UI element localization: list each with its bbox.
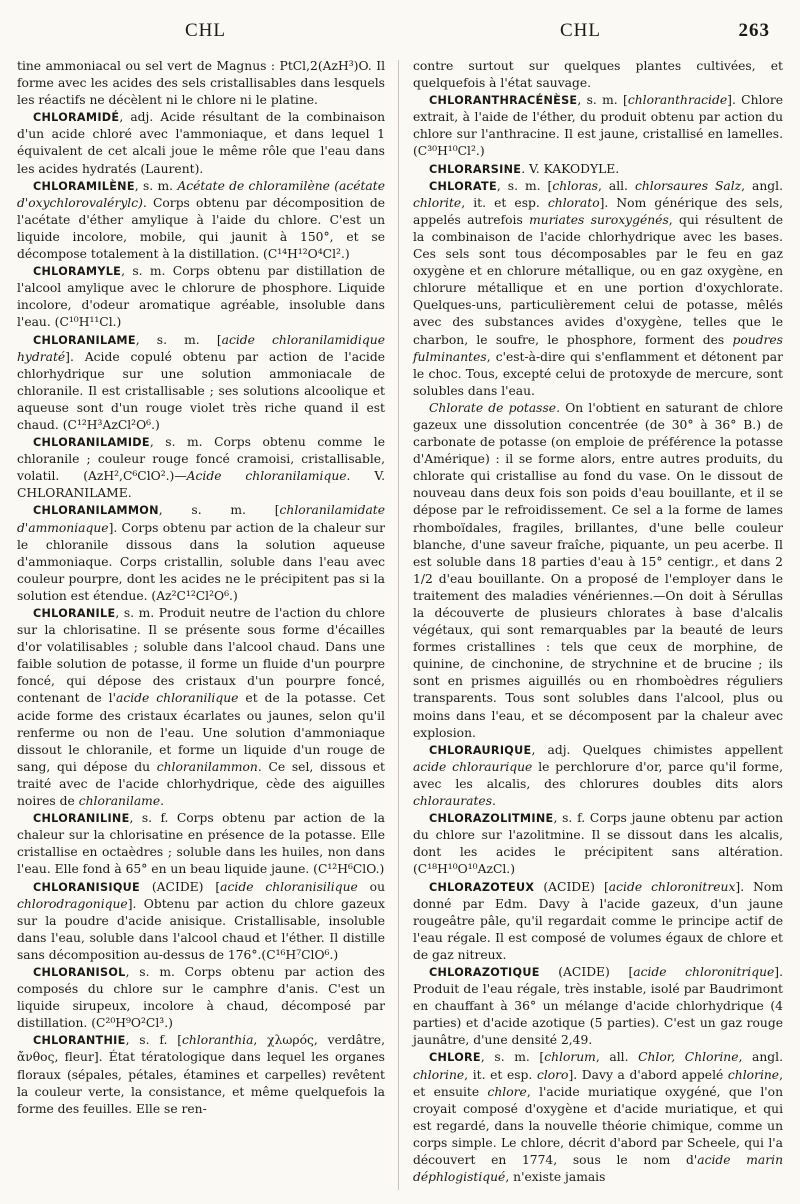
right-column	[413, 58, 783, 1186]
headword: CHLORANILE	[33, 607, 116, 620]
entry-text: poudres fulminantes	[413, 332, 783, 364]
entry-text: , s. m. Corps obtenu par action des composés du chlore sur le camphre d'anis. C'est un liquide sirupeux, incolore à chaud, décomposé par distillation. (C²⁰H⁹O²Cl³.)	[17, 964, 385, 1031]
headword: CHLORAURIQUE	[429, 743, 532, 757]
entry-text: chlore	[487, 1084, 527, 1099]
dictionary-entry	[17, 58, 385, 109]
entry-text: acide chloronitrique	[633, 964, 775, 979]
dictionary-entry	[413, 742, 783, 810]
entry-text: acide chloraurique	[413, 759, 533, 774]
dictionary-entry	[413, 58, 783, 92]
dictionary-entry	[413, 810, 783, 878]
entry-text: , all.	[595, 1050, 639, 1065]
entry-text: acide chloranilamidique hydraté	[17, 332, 385, 364]
headword: CHLORATE	[429, 179, 497, 193]
entry-text: chloranilame	[78, 794, 161, 809]
headword: CHLORAMILÈNE	[33, 179, 135, 193]
dictionary-entry	[17, 263, 385, 331]
entry-text: , angl.	[741, 178, 783, 193]
entry-text: , c'est-à-dire qui s'enflamment et détonent par le choc. Tous, excepté celui de protoxyde de mercure, sont solubles dans l'eau.	[413, 349, 783, 398]
entry-text: chloras	[552, 178, 598, 193]
headword: CHLORANTHIE	[33, 1034, 126, 1048]
headword: CHLORAMYLE	[33, 265, 122, 279]
entry-text: acide chloranilique	[115, 691, 239, 706]
entry-text: .	[160, 794, 165, 809]
column-divider	[398, 60, 399, 1190]
entry-text: , s. m. [	[577, 93, 628, 108]
entry-text: , n'existe jamais	[505, 1170, 606, 1185]
left-column	[17, 58, 385, 1118]
dictionary-entry	[17, 879, 385, 964]
dictionary-entry	[413, 879, 783, 964]
entry-text: , s. f. [	[125, 1033, 182, 1048]
entry-text: .	[492, 794, 496, 809]
dictionary-entry	[17, 332, 385, 435]
dictionary-entry	[17, 434, 385, 502]
entry-text: chloranilamidate d'ammoniaque	[17, 503, 385, 535]
dictionary-entry	[413, 178, 783, 400]
dictionary-entry	[413, 964, 783, 1049]
headword: CHLORANILAMIDE	[33, 436, 150, 450]
entry-text: , s. m. [	[158, 503, 280, 518]
entry-text: (ACIDE) [	[539, 964, 634, 979]
entry-text: Chlorate de potasse	[429, 400, 557, 415]
entry-text: chlorum	[544, 1050, 596, 1065]
entry-text: , et ensuite	[413, 1067, 783, 1099]
entry-text: chloranthracide	[627, 93, 728, 108]
entry-text: chlorite	[413, 195, 462, 210]
headword: CHLORANISIQUE	[33, 880, 140, 894]
dictionary-entry	[413, 161, 783, 178]
headword: CHLORANISOL	[33, 965, 126, 979]
entry-text: , s. m. [	[480, 1050, 545, 1065]
dictionary-entry	[17, 178, 385, 263]
entry-text: cloro	[536, 1067, 569, 1082]
headword: CHLORANILAMMON	[33, 504, 159, 518]
entry-text: . V. KAKODYLE.	[521, 161, 620, 176]
dictionary-entry	[413, 400, 783, 742]
headword: CHLORANILINE	[33, 812, 130, 826]
page-number: 263	[738, 20, 770, 41]
entry-text: chlorodragonique	[17, 896, 128, 911]
entry-text: ]. Nom donné par Edm. Davy à l'acide gazeux, d'un jaune rougeâtre pâle, qu'il regardait comme le principe actif de l'eau régale. Il est composé de volumes égaux de chlore et de gaz nitreux.	[413, 879, 783, 962]
entry-text: , s. m. Corps obtenu comme le chloranile ; couleur rouge foncé cramoisi, cristallisable, volatil. (AzH²,C⁶ClO².)—	[17, 435, 385, 484]
dictionary-entry	[17, 1032, 385, 1117]
entry-text: Acide chloranilamique	[186, 469, 347, 484]
headword: CHLORAZOTEUX	[429, 880, 535, 894]
entry-text: . Corps obtenu par décomposition de l'acétate d'éther amylique à l'aide du chlore. C'est un liquide incolore, mobile, qui jaunit à 150°, et se décompose totalement à la distillation. (C¹⁴H¹²O⁴Cl².)	[17, 195, 385, 262]
entry-text: , s. m.	[134, 178, 178, 193]
entry-text: , s. f. Corps jaune obtenu par action du chlore sur l'azolitmine. Il se dissout dans les alcalis, dont les acides le précipitent sans altération. (C¹⁸H¹⁰O¹⁰AzCl.)	[413, 811, 783, 877]
entry-text: ]. Produit de l'eau régale, très instable, isolé par Baudrimont en chauffant à 36° un mélange d'acide chlorhydrique (4 parties) et d'acide azotique (5 parties). C'est un gaz rouge jaunâtre, d'une densité 2,49.	[413, 964, 783, 1048]
entry-text: et de la potasse. Cet acide forme des cristaux écarlates ou jaunes, selon qu'il renferme ou non de l'eau. Une solution d'ammoniaque dissout le chloranile, et forme un liquide d'un rouge de sang, qui dépose du	[17, 691, 385, 774]
entry-text: ]. Acide copulé obtenu par action de l'acide chlorhydrique sur une solution ammoniacale de chloranile. Il est cristallisable ; ses solutions alcoolique et aqueuse sont d'un rouge violet très riche quand il est chaud. (C¹²H³AzCl²O⁶.)	[17, 349, 385, 432]
entry-text: , s. f. Corps obtenu par action de la chaleur sur la chlorisatine en présence de la potasse. Elle cristallise en octaèdres ; soluble dans les huiles, non dans l'eau. Elle fond à 65° en un beau liquide jaune. (C¹²H⁶ClO.)	[17, 811, 385, 877]
entry-text: ]. Chlore extrait, à l'aide de l'éther, du produit obtenu par action du chlore sur l'anthracine. Il est jaune, cristallisé en lamelles. (C³⁰H¹⁰Cl².)	[413, 93, 783, 159]
headword: CHLORARSINE	[429, 162, 522, 176]
dictionary-entry	[17, 964, 385, 1032]
entry-text: ]. Obtenu par action du chlore gazeux sur la poudre d'acide anisique. Cristallisable, insoluble dans l'eau, soluble dans l'alcool chaud et l'éther. Il distille sans décomposition au-dessus de 176°.(C¹⁶H⁷ClO⁶.)	[17, 896, 385, 962]
entry-text: : PtCl,2(AzH³)O. Il forme avec les acides des sels cristallisables dans lesquels les réactifs ne décèlent ni le chlore ni le platine.	[17, 59, 386, 108]
entry-text: muriates suroxygénés	[529, 212, 669, 227]
entry-text: , angl.	[738, 1050, 783, 1065]
entry-text: ]. Nom générique des sels, appelés autrefois	[413, 195, 783, 227]
entry-text: , l'acide muriatique oxygéné, que l'on croyait composé d'oxygène et d'acide muriatique, et qui est regardé, dans la nouvelle théorie chimique, comme un corps simple. Le chlore, décrit d'abord par Scheele, qui l'a découvert en 1774, sous le nom d'	[413, 1084, 783, 1167]
entry-text: chlorato	[547, 195, 600, 210]
entry-text: , it. et esp.	[464, 1067, 537, 1082]
entry-text: chloranilammon	[156, 759, 258, 774]
entry-text: chloranthia	[182, 1033, 254, 1048]
headword: CHLORANTHRACÉNÈSE	[429, 94, 578, 108]
entry-text: chloraurates	[413, 794, 493, 809]
entry-text: , χλωρός, verdâtre, ἄνθος, fleur]. État tératologique dans lequel les organes floraux (sépales, pétales, étamines et carpelles) revêtent la couleur verte, la consistance, et même quelquefois la forme des feuilles. Elle se ren-	[17, 1033, 385, 1116]
entry-text: . Ce sel, dissous et traité avec de l'acide chlorhydrique, cède des aiguilles noires de	[17, 759, 385, 809]
entry-text: ]. Davy a d'abord appelé	[568, 1067, 728, 1082]
entry-text: , adj. Acide résultant de la combinaison d'un acide chloré avec l'ammoniaque, et dans lequel 1 équivalent de cet alcali joue le même rôle que l'eau dans les acides hydratés (Laurent).	[17, 110, 385, 176]
entry-text: Chlor, Chlorine	[638, 1050, 739, 1065]
entry-text: , s. m. Corps obtenu par distillation de l'alcool amylique avec le chlorure de phosphore. Liquide incolore, d'odeur aromatique agréable, insoluble dans l'eau. (C¹⁰H¹¹Cl.)	[17, 264, 385, 330]
entry-text: sel vert de Magnus	[145, 59, 267, 73]
headword: CHLORAZOLITMINE	[429, 812, 554, 826]
entry-text: le perchlorure d'or, parce qu'il forme, avec les alcalis, des chlorures doubles dits alors	[413, 759, 783, 791]
entry-text: acide marin déphlogistiqué	[413, 1153, 783, 1185]
entry-text: ou	[357, 879, 385, 894]
entry-text: , it. et esp.	[461, 195, 548, 210]
entry-text: acide chloronitreux	[608, 879, 736, 894]
entry-text: , all.	[597, 178, 635, 193]
entry-text: , s. m. [	[135, 332, 222, 347]
entry-text: (ACIDE) [	[534, 879, 609, 894]
entry-text: contre surtout sur quelques plantes cultivées, et quelquefois à l'état sauvage.	[413, 59, 783, 91]
running-head-right: CHL	[560, 20, 601, 41]
entry-text: chlorine	[727, 1067, 780, 1082]
dictionary-entry	[413, 1049, 783, 1186]
entry-text: , adj. Quelques chimistes appellent	[531, 742, 783, 757]
entry-text: chlorine	[413, 1067, 465, 1082]
entry-text: , s. m. Produit neutre de l'action du chlore sur la chlorisatine. Il se présente sous forme d'écailles d'or volatilisables ; soluble dans l'alcool chaud. Dans une faible solution de potasse, il forme un fluide d'un pourpre foncé, qui dépose des cristaux d'un pourpre foncé, contenant de l'	[17, 606, 385, 706]
dictionary-entry	[17, 810, 385, 878]
entry-text: , s. m. [	[496, 178, 553, 193]
headword: CHLORE	[429, 1051, 481, 1065]
entry-text: Acétate de chloramilène (acétate d'oxychlorovalérylc)	[17, 178, 385, 210]
running-head-left: CHL	[185, 20, 226, 41]
headword: CHLORANILAME	[33, 333, 136, 347]
entry-text: . V. CHLORANILAME.	[17, 469, 385, 501]
entry-text: (ACIDE) [	[139, 879, 221, 894]
entry-text: tine ammoniacal ou	[17, 59, 146, 73]
entry-text: acide chloranisilique	[220, 879, 358, 894]
headword: CHLORAMIDÉ	[33, 111, 120, 125]
dictionary-entry	[17, 605, 385, 810]
entry-text: ]. Corps obtenu par action de la chaleur sur le chloranile dissous dans la solution aqueuse d'ammoniaque. Corps cristallin, soluble dans l'eau avec couleur pourpre, dont les acides ne le précipitent pas si la solution est étendue. (Az²C¹²Cl²O⁶.)	[17, 520, 385, 603]
entry-text: chlorsaures Salz	[634, 178, 742, 193]
headword: CHLORAZOTIQUE	[429, 965, 540, 979]
dictionary-entry	[17, 502, 385, 605]
entry-text: . On l'obtient en saturant de chlore gazeux une dissolution concentrée (de 30° à 36° B.) de carbonate de potasse (on emploie de préférence la potasse d'Amérique) : il se forme alors, entre autres produits, du chlorate qui cristallise au fond du vase. On le dissout de nouveau dans deux fois son poids d'eau bouillante, et il se dépose par le refroidissement. Ce sel a la forme de lames rhomboïdales, fragiles, brillantes, d'une belle couleur blanche, d'une saveur fraîche, piquante, un peu acerbe. Il est soluble dans 18 parties d'eau à 15° centigr., et dans 2 1/2 d'eau bouillante. On a proposé de l'employer dans le traitement des maladies vénériennes.—On doit à Sérullas la découverte de plusieurs chlorates à base d'alcalis végétaux, qui sont remarquables par la beauté de leurs formes cristallines : tels que ceux de morphine, de quinine, de cinchonine, de strychnine et de brucine ; ils sont en prismes aiguillés ou en rhomboèdres réguliers transparents. Tous sont solubles dans l'alcool, plus ou moins dans l'eau, et se décomposent par la chaleur avec explosion.	[413, 400, 783, 740]
dictionary-entry	[413, 92, 783, 160]
entry-text: , qui résultent de la combinaison de l'acide chlorhydrique avec les bases. Ces sels sont tous décomposables par le feu en gaz oxygène et en chlorure métallique, ou en gaz oxygène, en chlorure métallique et en une portion d'oxychlorate. Quelques-uns, particulièrement celui de potasse, mêlés avec des substances avides d'oxygène, telles que le charbon, le soufre, le phosphore, forment des	[413, 212, 783, 347]
dictionary-entry	[17, 109, 385, 177]
